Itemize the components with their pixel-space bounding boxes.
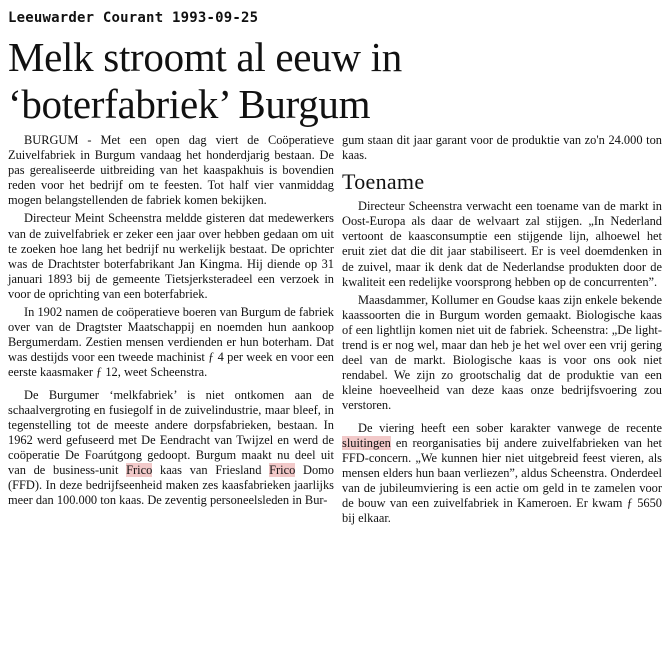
paragraph-celebration (342, 421, 662, 527)
subheading-toename: Toename (342, 169, 425, 195)
highlight-frico-2: Frico (269, 462, 296, 477)
highlight-frico-1: Frico (126, 462, 153, 477)
paragraph-director: Directeur Meint Scheenstra meldde gisteren dat medewerkers van de zuivelfabriek er zeker een jaar over hebben gedaan om uit te zoeken hoe lang het bedrijf nu werkelijk bestaat. De oprichter was de Drachtster boterfabrikant Jan Kingma. Hij diende op 31 januari 1893 bij de gemeente Tietsjerksteradeel een verzoek in voor de oprichting van een boterfabriek. (8, 211, 334, 301)
merger-text-b: kaas van Friesland (152, 462, 270, 477)
celebration-text-b: en reorganisaties bij andere zuivelfabrieken van het FFD-concern. „We kunnen hier niet uitgebreid feest vieren, als mensen elders hun baan verliezen”, aldus Scheenstra. Onderdeel van de jubileumviering is een actie om geld in te zamelen voor de bouw van een zuivelfabriek in Kameroen. Er kwam ƒ 5650 bij elkaar. (342, 435, 662, 526)
article-column-left (8, 133, 334, 511)
paragraph-merger (8, 388, 334, 509)
celebration-text-a: De viering heeft een sober karakter vanwege de recente (358, 420, 662, 435)
headline-line-1: Melk stroomt al eeuw in (8, 34, 402, 80)
paragraph-1902: In 1902 namen de coöperatieve boeren van Burgum de fabriek over van de Dragtster Maatschappij en noemden hun aankoop Bergumerdam. Zestien mensen verdienden er hun boterham. Dat was destijds voor een tweede machinist ƒ 4 per week en voor een eerste kaasmaker ƒ 12, weet Scheenstra. (8, 305, 334, 380)
paragraph-growth: Directeur Scheenstra verwacht een toename van de markt in Oost-Europa als daar de welvaart zal stijgen. „In Nederland vertoont de kaasconsumptie een stijgende lijn, alhoewel het eruit ziet dat die dit jaar stabiliseert. Er is veel doemdenken in de zuivel, maar ik denk dat de Nederlandse produkten door de kwaliteit een redelijke voorsprong hebben op de concurrenten”. (342, 199, 662, 289)
merger-text-a: De Burgumer ‘melkfabriek’ is niet ontkomen aan de schaalvergroting en fusiegolf in de zuivelindustrie, maar bleef, in tegenstelling tot de meeste andere dorpsfabrieken, bestaan. In 1962 werd gefuseerd met De Eendracht van Twijzel en werd de coöperatie De Foarútgong gedoopt. Burgum maakt nu deel uit van de business-unit (8, 387, 334, 477)
headline-line-2: ‘boterfabriek’ Burgum (8, 81, 371, 127)
paragraph-intro: BURGUM - Met een open dag viert de Coöperatieve Zuivelfabriek in Burgum vandaag het honderdjarig bestaan. De pas gerealiseerde uitbreiding van het kaaspakhuis is bovendien reden voor het bedrijf om te feesten. Tot half vier vanmiddag mogen belangstellenden de fabriek komen bekijken. (8, 133, 334, 208)
newspaper-source: Leeuwarder Courant 1993-09-25 (8, 10, 259, 26)
highlight-sluitingen: sluitingen (342, 435, 391, 450)
paragraph-continuation: gum staan dit jaar garant voor de produktie van zo'n 24.000 ton kaas. (342, 133, 662, 163)
headline (8, 34, 658, 128)
merger-text-c: Domo (FFD). In deze bedrijfseenheid maken zes kaasfabrieken jaarlijks meer dan 100.000 ton kaas. De zeventig personeelsleden in Bur- (8, 462, 335, 508)
article-column-right (342, 133, 662, 529)
paragraph-cheese-types: Maasdammer, Kollumer en Goudse kaas zijn enkele bekende kaassoorten die in Burgum worden gemaakt. Biologische kaas of een lightlijn komen niet uit de fabriek. Scheenstra: „De light-trend is er nog wel, maar dan heb je het wel over een vrij gering deel van de markt. Biologische kaas is voor ons ook niet rendabel. We zijn zo grootschalig dat de produktie van een kleine hoeveelheid van deze kaas onze bedrijfsvoering zou verstoren. (342, 292, 662, 413)
